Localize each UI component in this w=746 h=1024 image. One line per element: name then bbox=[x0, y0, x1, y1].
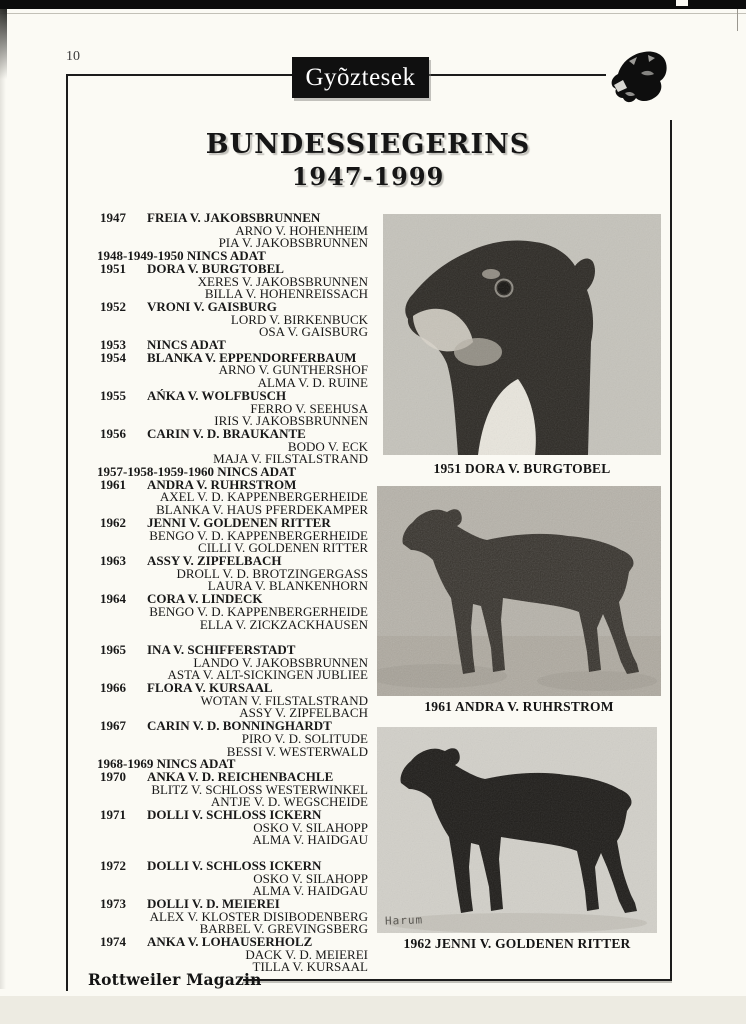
entry-parents bbox=[95, 565, 368, 594]
entry-name: ASSY V. ZIPFELBACH bbox=[147, 552, 282, 568]
entry-parent: PIA V. JAKOBSBRUNNEN bbox=[218, 235, 368, 251]
entry-parent: BARBEL V. GREVINGSBERG bbox=[199, 921, 368, 937]
winners-list bbox=[95, 212, 368, 974]
entry-parent: ARNO V. GUNTHERSHOF bbox=[218, 362, 368, 378]
section-banner bbox=[292, 57, 429, 98]
entry-parents bbox=[95, 819, 368, 848]
entry-parent: IRIS V. JAKOBSBRUNNEN bbox=[214, 413, 368, 429]
list-entry bbox=[95, 857, 368, 899]
entry-parent: MAJA V. FILSTALSTRAND bbox=[213, 451, 368, 467]
entry-year: 1947 bbox=[100, 210, 126, 225]
entry-year: 1971 bbox=[100, 807, 126, 823]
entry-name: NINCS ADAT bbox=[147, 337, 226, 353]
page-title-years: 1947-1999 bbox=[291, 162, 445, 191]
photo-handwriting: Harum bbox=[384, 913, 424, 928]
entry-parents bbox=[95, 654, 368, 683]
entry-parent: ANTJE V. D. WEGSCHEIDE bbox=[210, 794, 368, 810]
entry-parent: BLITZ V. SCHLOSS WESTERWINKEL bbox=[151, 781, 368, 797]
list-entry bbox=[95, 387, 368, 429]
entry-name: CORA V. LINDECK bbox=[147, 591, 263, 607]
entry-parent: LAURA V. BLANKENHORN bbox=[207, 578, 368, 594]
entry-name: VRONI V. GAISBURG bbox=[147, 298, 277, 314]
entry-year: 1955 bbox=[100, 387, 126, 403]
entry-parents bbox=[95, 222, 368, 251]
entry-name: AŃKA V. WOLFBUSCH bbox=[147, 387, 287, 403]
entry-parent: OSKO V. SILAHOPP bbox=[253, 819, 368, 835]
entry-parent: ALEX V. KLOSTER DISIBODENBERG bbox=[149, 908, 368, 924]
entry-year: 1963 bbox=[100, 552, 126, 568]
entry-name: CARIN V. D. BRAUKANTE bbox=[147, 425, 306, 441]
list-entry bbox=[95, 720, 368, 758]
entry-parent: BENGO V. D. KAPPENBERGERHEIDE bbox=[149, 603, 368, 619]
entry-year: 1972 bbox=[100, 857, 126, 873]
entry-parent: WOTAN V. FILSTALSTRAND bbox=[200, 692, 368, 708]
entry-year: 1974 bbox=[100, 934, 126, 950]
entry-parents bbox=[95, 273, 368, 302]
entry-parents bbox=[95, 311, 368, 340]
entry-parent: LORD V. BIRKENBUCK bbox=[230, 311, 368, 327]
entry-parents bbox=[95, 908, 368, 937]
entry-name: DORA V. BURGTOBEL bbox=[147, 260, 284, 276]
entry-year: 1956 bbox=[100, 425, 126, 441]
entry-year: 1966 bbox=[100, 680, 126, 695]
entry-parents bbox=[95, 692, 368, 721]
entry-range: 1948-1949-1950 NINCS ADAT bbox=[97, 248, 266, 264]
list-entry bbox=[95, 212, 368, 250]
entry-parents bbox=[95, 400, 368, 429]
entry-parent: BENGO V. D. KAPPENBERGERHEIDE bbox=[149, 527, 368, 543]
scan-bottom-margin bbox=[0, 996, 746, 1024]
entry-name: FREIA V. JAKOBSBRUNNEN bbox=[147, 210, 321, 225]
entry-year: 1962 bbox=[100, 514, 126, 530]
entry-parent: TILLA V. KURSAAL bbox=[252, 959, 368, 975]
section-banner-label: Gyõztesek bbox=[305, 63, 416, 91]
scan-top-edge bbox=[0, 0, 746, 9]
scan-top-edge-notch bbox=[676, 0, 688, 6]
rottweiler-head-photo bbox=[383, 214, 661, 455]
page-title: BUNDESSIEGERINS bbox=[205, 129, 531, 160]
entry-year: 1952 bbox=[100, 298, 126, 314]
rottweiler-standing-photo bbox=[377, 486, 661, 696]
list-entry bbox=[95, 936, 368, 974]
entry-parents bbox=[95, 730, 368, 759]
list-entry bbox=[95, 552, 368, 594]
magazine-footer: Rottweiler Magazin bbox=[88, 970, 262, 989]
photo-caption: 1962 JENNI V. GOLDENEN RITTER bbox=[403, 936, 631, 951]
entry-parent: AXEL V. D. KAPPENBERGERHEIDE bbox=[159, 489, 368, 505]
list-entry bbox=[95, 349, 368, 391]
entry-parents bbox=[95, 781, 368, 810]
entry-parent: OSA V. GAISBURG bbox=[259, 324, 368, 340]
entry-parent: BLANKA V. HAUS PFERDEKAMPER bbox=[156, 502, 368, 518]
entry-name: JENNI V. GOLDENEN RITTER bbox=[147, 514, 331, 530]
entry-year: 1964 bbox=[100, 591, 126, 607]
entry-name: DOLLI V. SCHLOSS ICKERN bbox=[147, 807, 322, 823]
frame-bottom-rule bbox=[243, 979, 672, 981]
rottweiler-standing-photo bbox=[377, 727, 657, 933]
list-entry bbox=[95, 476, 368, 518]
entry-year: 1954 bbox=[100, 349, 126, 365]
photo-caption: 1951 DORA V. BURGTOBEL bbox=[433, 461, 611, 476]
entry-parents bbox=[95, 527, 368, 556]
entry-year: 1965 bbox=[100, 641, 126, 657]
scan-right-edge-line bbox=[737, 9, 738, 31]
entry-name: ANKA V. LOHAUSERHOLZ bbox=[147, 934, 313, 950]
entry-year: 1967 bbox=[100, 718, 126, 734]
entry-parent: ASTA V. ALT-SICKINGEN JUBLIEE bbox=[167, 667, 368, 683]
entry-parents bbox=[95, 364, 368, 389]
entry-range: 1968-1969 NINCS ADAT bbox=[97, 756, 236, 772]
entry-name: ANDRA V. RUHRSTROM bbox=[147, 476, 297, 492]
list-entry bbox=[95, 298, 368, 340]
list-entry bbox=[95, 593, 368, 631]
entry-name: ANKA V. D. REICHENBACHLE bbox=[147, 768, 334, 784]
scan-left-edge-shadow bbox=[0, 9, 6, 989]
entry-parent: BODO V. ECK bbox=[287, 438, 368, 454]
entry-parents bbox=[95, 870, 368, 899]
entry-year: 1953 bbox=[100, 337, 126, 353]
entry-parent: CILLI V. GOLDENEN RITTER bbox=[198, 540, 368, 556]
scan-page-edge-line bbox=[0, 13, 746, 14]
list-entry bbox=[95, 682, 368, 720]
entry-year: 1970 bbox=[100, 768, 126, 784]
entry-parent: ALMA V. HAIDGAU bbox=[252, 832, 368, 848]
entry-year: 1961 bbox=[100, 476, 126, 492]
entry-parent: ELLA V. ZICKZACKHAUSEN bbox=[199, 616, 368, 632]
list-entry bbox=[95, 768, 368, 810]
entry-parent: ASSY V. ZIPFELBACH bbox=[239, 705, 368, 721]
entry-name: FLORA V. KURSAAL bbox=[147, 680, 273, 695]
entry-parent: LANDO V. JAKOBSBRUNNEN bbox=[193, 654, 368, 670]
entry-parent: PIRO V. D. SOLITUDE bbox=[241, 730, 368, 746]
entry-parent: DACK V. D. MEIEREI bbox=[245, 946, 368, 962]
entry-parents bbox=[95, 438, 368, 467]
entry-range: 1957-1958-1959-1960 NINCS ADAT bbox=[97, 464, 297, 480]
entry-parents bbox=[95, 491, 368, 516]
frame-left-rule bbox=[66, 74, 68, 991]
list-entry bbox=[95, 425, 368, 467]
list-entry bbox=[95, 895, 368, 937]
entry-name: DOLLI V. SCHLOSS ICKERN bbox=[147, 857, 322, 873]
entry-parent: ALMA V. D. RUINE bbox=[257, 375, 368, 391]
entry-parent: DROLL V. D. BROTZINGERGASS bbox=[176, 565, 368, 581]
entry-parent: ALMA V. HAIDGAU bbox=[252, 883, 368, 899]
photo-caption: 1961 ANDRA V. RUHRSTROM bbox=[424, 699, 614, 714]
entry-parent: FERRO V. SEEHUSA bbox=[250, 400, 368, 416]
entry-year: 1951 bbox=[100, 260, 126, 276]
entry-parent: XERES V. JAKOBSBRUNNEN bbox=[197, 273, 368, 289]
entry-year: 1973 bbox=[100, 895, 126, 911]
entry-parents bbox=[95, 603, 368, 632]
entry-name: CARIN V. D. BONNINGHARDT bbox=[147, 718, 332, 734]
list-entry bbox=[95, 514, 368, 556]
entry-parent: OSKO V. SILAHOPP bbox=[253, 870, 368, 886]
list-entry bbox=[95, 260, 368, 302]
entry-name: BLANKA V. EPPENDORFERBAUM bbox=[147, 349, 357, 365]
list-entry bbox=[95, 641, 368, 683]
entry-name: DOLLI V. D. MEIEREI bbox=[147, 895, 280, 911]
entry-parent: BESSI V. WESTERWALD bbox=[226, 743, 368, 759]
frame-right-rule bbox=[670, 120, 672, 981]
rottweiler-logo-icon bbox=[603, 43, 671, 111]
list-entry bbox=[95, 809, 368, 847]
entry-name: INA V. SCHIFFERSTADT bbox=[147, 641, 296, 657]
entry-parent: ARNO V. HOHENHEIM bbox=[235, 222, 368, 238]
page-number: 10 bbox=[66, 49, 80, 64]
entry-parent: BILLA V. HOHENREISSACH bbox=[204, 286, 368, 302]
